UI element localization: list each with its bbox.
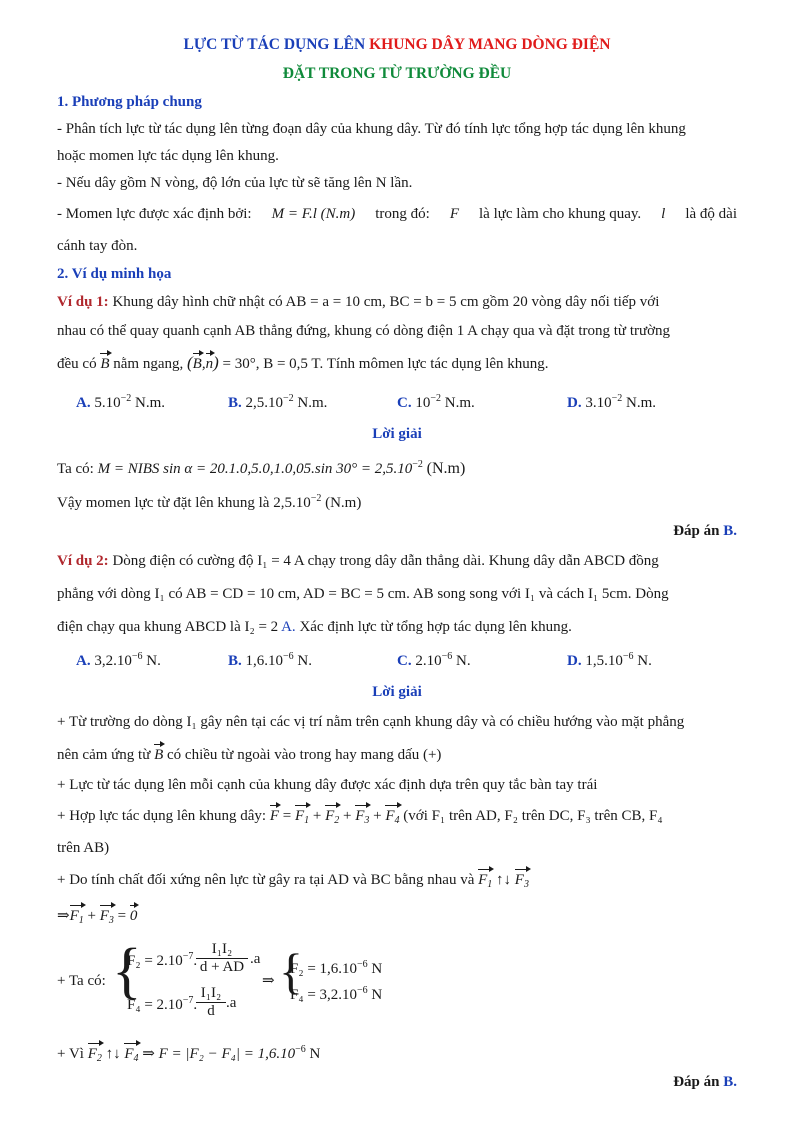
option-unit: N.m. <box>440 395 475 411</box>
s7-text-a: + Vì <box>57 1046 84 1062</box>
sol-text: Ta có: <box>57 461 94 477</box>
example-2-line-3 <box>57 617 737 637</box>
ex1-text-d: , B = 0,5 T. Tính mômen lực tác dụng lên khung. <box>255 356 549 372</box>
ex1-option-a <box>76 393 165 412</box>
answer-letter: B. <box>723 523 737 539</box>
example-1-label: Ví dụ 1: <box>57 294 109 310</box>
option-letter: B. <box>228 395 242 411</box>
option-value: 2,5.10 <box>245 395 284 411</box>
option-letter: A. <box>76 653 91 669</box>
example-2-line-1 <box>57 551 737 571</box>
option-exp: −6 <box>622 651 634 662</box>
title-part-1: LỰC TỪ TÁC DỤNG LÊN <box>183 36 370 53</box>
result-f2-unit: N <box>367 961 383 977</box>
s1-p3-symbol-l: l <box>661 206 666 222</box>
option-unit: N.m. <box>622 395 656 411</box>
fraction-2-denominator: d <box>207 1003 215 1019</box>
eq-dot: . <box>193 953 198 969</box>
option-value: 3,2.10 <box>94 653 132 669</box>
ex2-solution-heading: Lời giải <box>372 684 422 700</box>
option-letter: D. <box>567 395 582 411</box>
ex1-option-c <box>397 393 475 412</box>
example-2-text-1: Dòng điện có cường độ I₁ = 4 A chạy trong dây dẫn thẳng dài. Khung dây dẫn ABCD đồng <box>112 553 659 569</box>
ex2-solution-1-line-1: + Từ trường do dòng I₁ gây nên tại các vị trí nằm trên cạnh khung dây và có chiều hướng vào mặt phẳng <box>57 714 685 730</box>
s3-text-a: + Hợp lực tác dụng lên khung dây: <box>57 808 267 824</box>
example-2-line-2: phẳng với dòng I₁ có AB = CD = 10 cm, AD = BC = 5 cm. AB song song với I₁ và cách I₁ 5cm. Dòng <box>57 586 669 602</box>
result-f4-unit: N <box>367 987 383 1003</box>
s1-paragraph-1-line-1: - Phân tích lực từ tác dụng lên từng đoạn dây của khung dây. Từ đó tính lực tổng hợp tác dụng lên khung <box>57 121 686 137</box>
s1-text-a: nên cảm ứng từ <box>57 747 151 763</box>
example-2-label: Ví dụ 2: <box>57 553 109 569</box>
ex2-text-b: Xác định lực từ tổng hợp tác dụng lên khung. <box>295 619 572 635</box>
option-exp: −2 <box>611 393 623 404</box>
implies-icon-2: ⇒ <box>262 973 275 989</box>
option-letter: C. <box>397 653 412 669</box>
antiparallel-f2-f4: $F_2$ ↑↓ $F_4$ <box>88 1046 139 1062</box>
ex2-solution-2: + Lực từ tác dụng lên mỗi cạnh của khung dây được xác định dựa trên quy tắc bàn tay trái <box>57 777 598 793</box>
eq-f4-left: F₄ = 2.10 <box>127 997 183 1013</box>
ex2-unit-a: A. <box>281 619 296 635</box>
option-exp: −2 <box>283 393 294 404</box>
angle-comma: , <box>201 356 206 372</box>
ex2-solution-4 <box>57 870 737 895</box>
section-2-heading: 2. Ví dụ minh họa <box>57 266 172 282</box>
fraction-2-numerator: I₁I₂ <box>196 985 226 1003</box>
s1-paragraph-3-line-2: cánh tay đòn. <box>57 238 138 254</box>
ex2-solution-5 <box>57 906 737 931</box>
s1-p3-symbol-f: F <box>449 206 459 222</box>
s1-paragraph-3 <box>57 204 737 224</box>
title-line-1 <box>0 35 794 55</box>
example-1-line-2: nhau có thể quay quanh cạnh AB thẳng đứng, khung có dòng điện 1 A chạy qua và đặt trong từ trường <box>57 323 671 339</box>
s1-p3-text-a: - Momen lực được xác định bởi: <box>57 206 252 222</box>
fraction-1-denominator: d + AD <box>199 959 245 975</box>
result-f4-value: F₄ = 3,2.10 <box>290 987 358 1003</box>
ex1-solution-line-2 <box>57 489 737 513</box>
ex2-solution-3-line-2: trên AB) <box>57 840 110 856</box>
equation-f2 <box>127 951 197 970</box>
s3-text-b: (với F₁ trên AD, F₂ trên DC, F₃ trên CB, F₄ <box>403 808 663 824</box>
option-exp: −6 <box>441 651 453 662</box>
ex2-solution-3 <box>57 806 737 831</box>
angle-close: ) <box>213 353 219 372</box>
option-value: 3.10 <box>585 395 612 411</box>
left-brace-icon-2: { <box>279 943 303 999</box>
eq-exp: −7 <box>182 995 194 1006</box>
s1-p3-text-c: là lực làm cho khung quay. <box>479 206 642 222</box>
ex1-solution-line-1 <box>57 455 737 479</box>
option-letter: D. <box>567 653 582 669</box>
option-letter: A. <box>76 395 91 411</box>
s4-text: + Do tính chất đối xứng nên lực từ gây ra tại AD và BC bằng nhau và <box>57 872 475 888</box>
ex1-solution-heading: Lời giải <box>372 426 422 442</box>
sol-conclusion-unit: (N.m) <box>321 495 362 511</box>
eq-f2-dot-a: .a <box>250 951 261 967</box>
ex2-solution-7 <box>57 1040 737 1069</box>
resultant-force: ⇒ F = |F₂ − F₄| = 1,6.10 <box>142 1046 296 1062</box>
s1-paragraph-2: - Nếu dây gồm N vòng, độ lớn của lực từ sẽ tăng lên N lần. <box>57 175 413 191</box>
eq-f4-dot-a: .a <box>226 995 237 1011</box>
ex1-option-b <box>228 393 327 412</box>
ex1-text-b: nằm ngang, <box>113 356 184 372</box>
ex1-angle-value: = 30° <box>222 356 256 372</box>
sol-unit: (N.m) <box>426 460 466 477</box>
option-unit: N. <box>142 653 161 669</box>
ex2-solution-1-line-2 <box>57 745 737 765</box>
s1-p3-text-d: là độ dài <box>685 206 737 222</box>
angle-vector-n: n <box>205 356 214 372</box>
ex1-answer <box>57 521 737 541</box>
title-part-2: KHUNG DÂY MANG DÒNG ĐIỆN <box>369 36 611 53</box>
option-value: 10 <box>415 395 431 411</box>
angle-b-n: ( <box>186 353 193 372</box>
option-letter: B. <box>228 653 242 669</box>
eq-dot: . <box>193 997 198 1013</box>
example-1-line-1 <box>57 292 737 312</box>
option-exp: −6 <box>283 651 294 662</box>
ex2-option-d <box>567 651 652 670</box>
answer-label: Đáp án <box>673 523 720 539</box>
fraction-1-numerator: I₁I₂ <box>196 941 248 959</box>
option-exp: −2 <box>430 393 441 404</box>
option-letter: C. <box>397 395 412 411</box>
eq-exp: −7 <box>182 951 194 962</box>
option-exp: −6 <box>131 651 143 662</box>
sol-conclusion: Vậy momen lực từ đặt lên khung là 2,5.10 <box>57 495 311 511</box>
result-f2-value: F₂ = 1,6.10 <box>290 961 358 977</box>
s1-text-b: có chiều từ ngoài vào trong hay mang dấu (+) <box>167 747 442 763</box>
ex2-answer <box>57 1072 737 1092</box>
angle-vector-b: B <box>192 356 202 372</box>
resultant-exp: −6 <box>295 1044 306 1055</box>
ex1-option-d <box>567 393 656 412</box>
option-value: 2.10 <box>415 653 442 669</box>
ex2-text-a: điện chạy qua khung ABCD là I₂ = 2 <box>57 619 279 635</box>
implies-icon: ⇒ <box>57 908 70 924</box>
torque-formula: M = NIBS sin α = 20.1.0,5.0,1.0,05.sin 30° = 2,5.10 <box>97 461 413 477</box>
option-unit: N. <box>293 653 312 669</box>
ex1-text-a: đều có <box>57 356 97 372</box>
option-unit: N. <box>633 653 652 669</box>
example-1-line-3 <box>57 353 737 374</box>
option-unit: N. <box>452 653 471 669</box>
s1-paragraph-1-line-2: hoặc momen lực tác dụng lên khung. <box>57 148 279 164</box>
left-brace-icon: { <box>112 937 142 1005</box>
fraction-1 <box>196 941 248 976</box>
option-exp: −2 <box>120 393 132 404</box>
resultant-unit: N <box>305 1046 321 1062</box>
result-f2 <box>290 959 382 978</box>
antiparallel-f1-f3: $F_1$ ↑↓ $F_3$ <box>478 872 529 888</box>
option-unit: N.m. <box>293 395 328 411</box>
ex2-option-a <box>76 651 161 670</box>
title-line-2: ĐẶT TRONG TỪ TRƯỜNG ĐỀU <box>282 65 512 82</box>
result-f4-exp: −6 <box>357 985 368 996</box>
equation-f4 <box>127 995 197 1014</box>
option-value: 1,6.10 <box>245 653 284 669</box>
option-value: 5.10 <box>94 395 121 411</box>
vector-sum: $F = F_1 + F_2 + F_3 + F_4$ <box>270 808 400 824</box>
answer-letter: B. <box>723 1074 737 1090</box>
vector-b: B <box>100 356 110 372</box>
ex2-option-c <box>397 651 471 670</box>
ex2-option-b <box>228 651 312 670</box>
sol-exp: −2 <box>412 459 423 470</box>
result-f4 <box>290 985 382 1004</box>
s1-p3-text-b: trong đó: <box>375 206 430 222</box>
option-unit: N.m. <box>131 395 165 411</box>
vector-b-field: B <box>154 747 164 763</box>
example-1-text-1: Khung dây hình chữ nhật có AB = a = 10 cm, BC = b = 5 cm gồm 20 vòng dây nối tiếp với <box>112 294 660 310</box>
fraction-2 <box>196 985 226 1020</box>
option-value: 1,5.10 <box>585 653 623 669</box>
moment-formula: M = F.l (N.m) <box>271 206 356 222</box>
result-f2-exp: −6 <box>357 959 368 970</box>
section-1-heading: 1. Phương pháp chung <box>57 94 202 110</box>
ex2-system-label: + Ta có: <box>57 973 106 989</box>
answer-label: Đáp án <box>673 1074 720 1090</box>
f1-plus-f3-zero: $F_1 + F_3 = 0$ <box>70 908 138 924</box>
sol-conclusion-exp: −2 <box>310 493 322 504</box>
eq-f2-left: F₂ = 2.10 <box>127 953 183 969</box>
